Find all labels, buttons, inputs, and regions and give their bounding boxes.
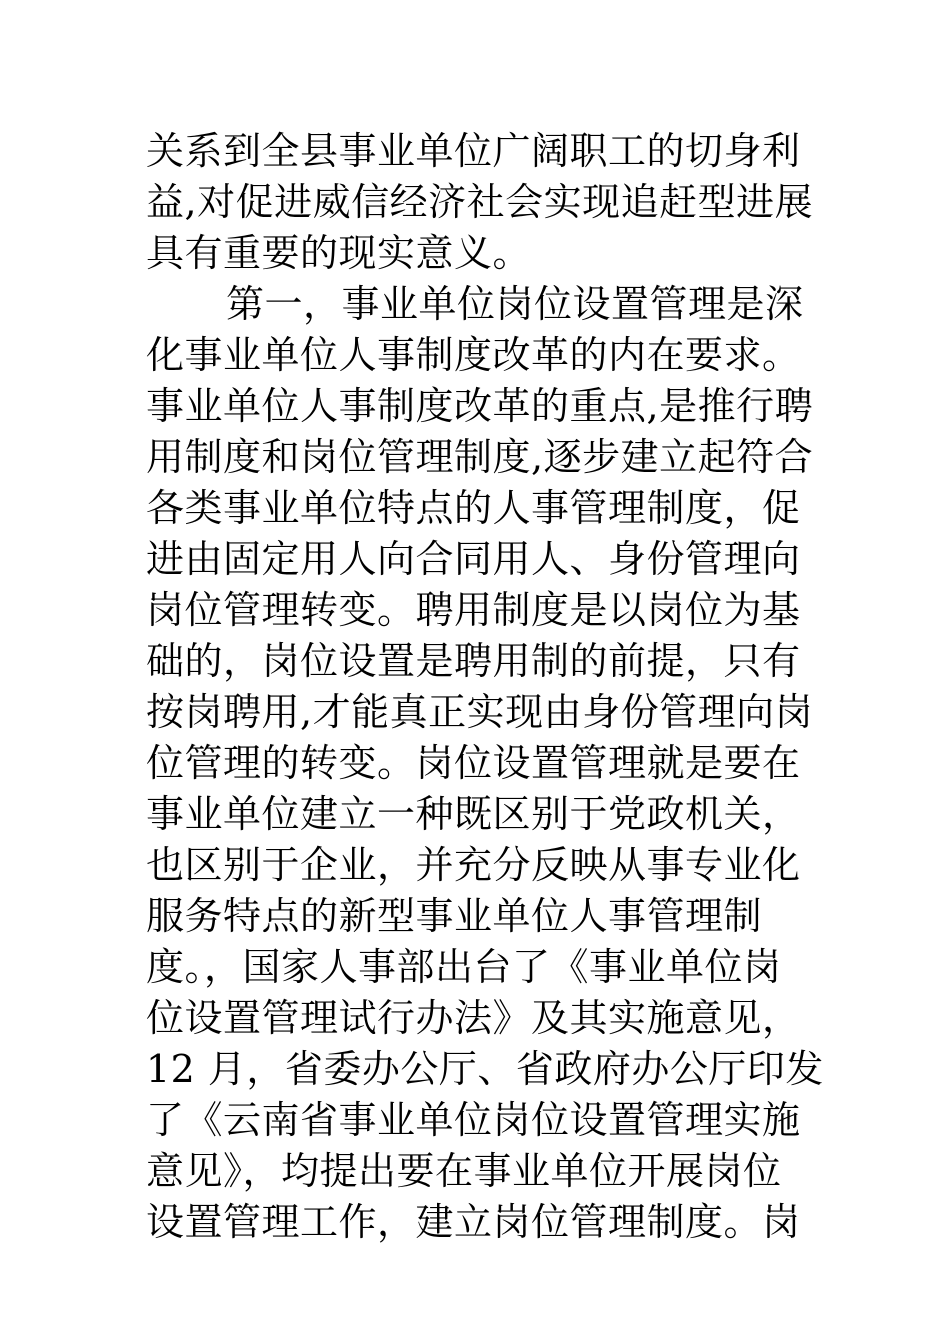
text-line: 岗位管理转变。聘用制度是以岗位为基 [146, 588, 801, 632]
text-line: 益,对促进威信经济社会实现追赶型进展 [146, 180, 814, 224]
body-text [146, 126, 826, 1248]
text-line: 服务特点的新型事业单位人事管理制 [146, 894, 763, 938]
text-line: 础的，岗位设置是聘用制的前提，只有 [146, 639, 801, 683]
text-line: 了《云南省事业单位岗位设置管理实施 [146, 1098, 801, 1142]
text-line: 位管理的转变。岗位设置管理就是要在 [146, 741, 801, 785]
text-line: 关系到全县事业单位广阔职工的切身利 [146, 129, 801, 173]
text-line: 具有重要的现实意义。 [146, 231, 532, 275]
text-line: 意见》，均提出要在事业单位开展岗位 [146, 1149, 782, 1193]
text-line: 事业单位人事制度改革的重点,是推行聘 [146, 384, 814, 428]
text-line: 12 月，省委办公厅、省政府办公厅印发 [146, 1047, 824, 1091]
text-line: 位设置管理试行办法》及其实施意见， [146, 996, 801, 1040]
text-line: 度。，国家人事部出台了《事业单位岗 [146, 945, 782, 989]
text-line: 各类事业单位特点的人事管理制度，促 [146, 486, 801, 530]
text-line: 按岗聘用,才能真正实现由身份管理向岗 [146, 690, 814, 734]
text-line: 事业单位建立一种既区别于党政机关， [146, 792, 801, 836]
text-line: 进由固定用人向合同用人、身份管理向 [146, 537, 801, 581]
text-line: 化事业单位人事制度改革的内在要求。 [146, 333, 801, 377]
text-line: 用制度和岗位管理制度,逐步建立起符合 [146, 435, 814, 479]
text-line: 设置管理工作，建立岗位管理制度。岗 [146, 1200, 801, 1244]
text-line: 也区别于企业，并充分反映从事专业化 [146, 843, 801, 887]
paragraph-start-line: 第一，事业单位岗位设置管理是深 [226, 282, 804, 326]
